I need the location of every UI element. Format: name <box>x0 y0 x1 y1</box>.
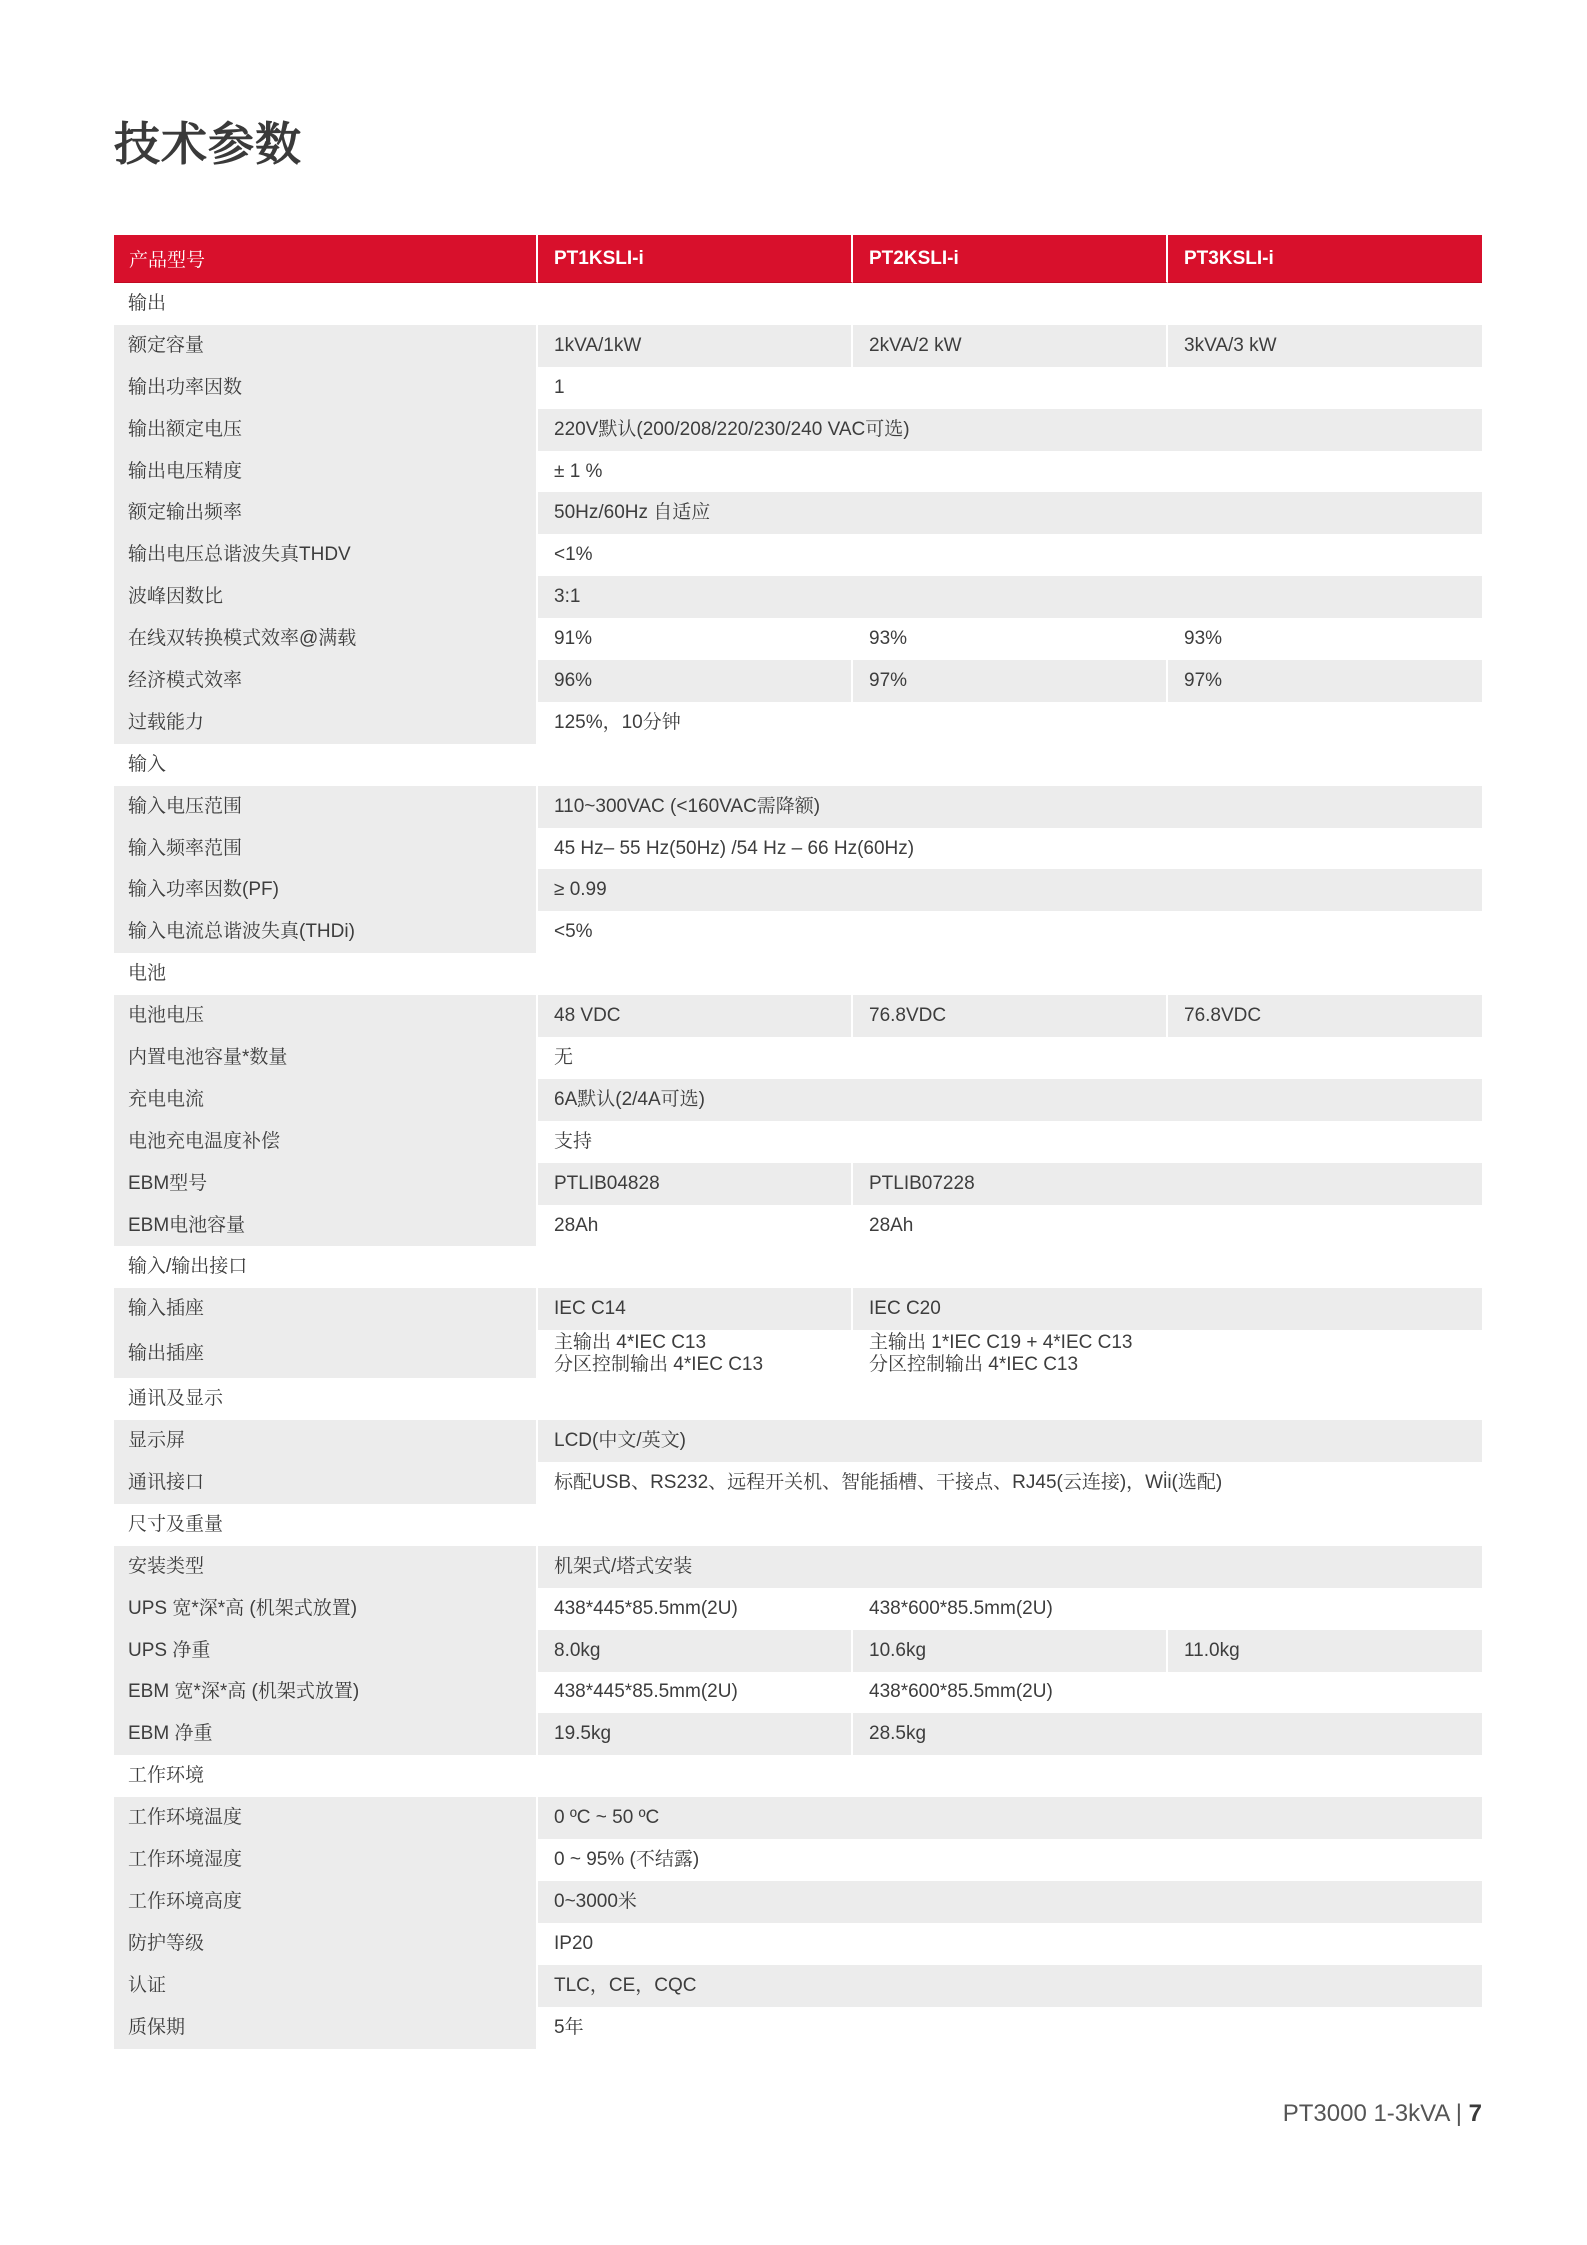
row-label: 输入电压范围 <box>114 786 538 828</box>
row-value: 438*600*85.5mm(2U) <box>853 1588 1482 1630</box>
row-label: 在线双转换模式效率@满载 <box>114 618 538 660</box>
row-label: 输出电压总谐波失真THDV <box>114 534 538 576</box>
row-label: 认证 <box>114 1965 538 2007</box>
row-value: 1kVA/1kW <box>538 325 853 367</box>
row-value: 220V默认(200/208/220/230/240 VAC可选) <box>538 409 1482 451</box>
row-label: 输入电流总谐波失真(THDi) <box>114 911 538 953</box>
row-value <box>538 1330 853 1378</box>
table-row <box>114 2007 1482 2049</box>
row-value: 8.0kg <box>538 1630 853 1672</box>
row-value: 97% <box>853 660 1168 702</box>
section-title: 工作环境 <box>114 1755 1482 1797</box>
row-label: UPS 宽*深*高 (机架式放置) <box>114 1588 538 1630</box>
table-row <box>114 1288 1482 1330</box>
row-label: 输出电压精度 <box>114 451 538 493</box>
section-title: 输入 <box>114 744 1482 786</box>
table-row <box>114 1881 1482 1923</box>
section-row <box>114 744 1482 786</box>
row-value: 1 <box>538 367 1482 409</box>
row-value: IEC C14 <box>538 1288 853 1330</box>
row-value: 97% <box>1168 660 1482 702</box>
section-row <box>114 1504 1482 1546</box>
row-label: UPS 净重 <box>114 1630 538 1672</box>
spec-table <box>114 235 1482 2049</box>
row-value: 无 <box>538 1037 1482 1079</box>
row-label: 输入功率因数(PF) <box>114 869 538 911</box>
page-footer <box>1283 2100 1482 2128</box>
table-header-row <box>114 235 1482 283</box>
row-value: 76.8VDC <box>853 995 1168 1037</box>
row-value: 0~3000米 <box>538 1881 1482 1923</box>
row-value: 6A默认(2/4A可选) <box>538 1079 1482 1121</box>
row-value-line: 分区控制输出 4*IEC C13 <box>554 1354 764 1376</box>
section-title: 输入/输出接口 <box>114 1246 1482 1288</box>
row-value: 96% <box>538 660 853 702</box>
row-value: IP20 <box>538 1923 1482 1965</box>
table-row <box>114 1163 1482 1205</box>
row-label: 输入频率范围 <box>114 828 538 870</box>
table-row <box>114 1965 1482 2007</box>
header-model-3: PT3KSLI-i <box>1168 235 1482 283</box>
row-value-line: 分区控制输出 4*IEC C13 <box>869 1354 1079 1376</box>
table-row <box>114 660 1482 702</box>
table-row <box>114 786 1482 828</box>
row-value: 0 ~ 95% (不结露) <box>538 1839 1482 1881</box>
row-value: 48 VDC <box>538 995 853 1037</box>
table-row <box>114 1462 1482 1504</box>
row-label: 工作环境温度 <box>114 1797 538 1839</box>
table-row <box>114 409 1482 451</box>
row-value: 2kVA/2 kW <box>853 325 1168 367</box>
row-value: 28Ah <box>538 1205 853 1247</box>
row-value: 0 ºC ~ 50 ºC <box>538 1797 1482 1839</box>
table-row <box>114 1839 1482 1881</box>
table-row <box>114 911 1482 953</box>
row-label: EBM 净重 <box>114 1713 538 1755</box>
row-label: 充电电流 <box>114 1079 538 1121</box>
table-row <box>114 1546 1482 1588</box>
row-value: 28Ah <box>853 1205 1482 1247</box>
row-value-line: 主输出 4*IEC C13 <box>554 1332 707 1354</box>
row-label: EBM电池容量 <box>114 1205 538 1247</box>
table-row <box>114 1630 1482 1672</box>
row-label: 工作环境高度 <box>114 1881 538 1923</box>
table-row <box>114 325 1482 367</box>
row-value: <5% <box>538 911 1482 953</box>
footer-separator: | <box>1455 2100 1462 2127</box>
row-value: 76.8VDC <box>1168 995 1482 1037</box>
row-value: 91% <box>538 618 853 660</box>
row-value: 支持 <box>538 1121 1482 1163</box>
row-label: 内置电池容量*数量 <box>114 1037 538 1079</box>
row-value: TLC，CE，CQC <box>538 1965 1482 2007</box>
row-value: 93% <box>1168 618 1482 660</box>
row-value: 11.0kg <box>1168 1630 1482 1672</box>
table-row <box>114 1797 1482 1839</box>
row-value: 3kVA/3 kW <box>1168 325 1482 367</box>
row-label: 电池电压 <box>114 995 538 1037</box>
row-label: 工作环境湿度 <box>114 1839 538 1881</box>
row-value: 机架式/塔式安装 <box>538 1546 1482 1588</box>
row-value: 28.5kg <box>853 1713 1482 1755</box>
row-label: 安装类型 <box>114 1546 538 1588</box>
header-model-2: PT2KSLI-i <box>853 235 1168 283</box>
row-label: 输出额定电压 <box>114 409 538 451</box>
page-title: 技术参数 <box>114 117 302 171</box>
table-row <box>114 1079 1482 1121</box>
row-value: LCD(中文/英文) <box>538 1420 1482 1462</box>
row-value: 125%，10分钟 <box>538 702 1482 744</box>
table-row <box>114 1037 1482 1079</box>
section-row <box>114 1378 1482 1420</box>
footer-product: PT3000 1-3kVA <box>1282 2100 1450 2127</box>
row-value: ± 1 % <box>538 451 1482 493</box>
row-label: 波峰因数比 <box>114 576 538 618</box>
table-row <box>114 869 1482 911</box>
row-value-line: 主输出 1*IEC C19 + 4*IEC C13 <box>869 1332 1133 1354</box>
row-label: 显示屏 <box>114 1420 538 1462</box>
table-row <box>114 828 1482 870</box>
row-value: 10.6kg <box>853 1630 1168 1672</box>
row-label: 输入插座 <box>114 1288 538 1330</box>
table-row <box>114 702 1482 744</box>
row-label: 电池充电温度补偿 <box>114 1121 538 1163</box>
row-value: <1% <box>538 534 1482 576</box>
row-value: 5年 <box>538 2007 1482 2049</box>
table-row <box>114 1923 1482 1965</box>
table-row <box>114 576 1482 618</box>
section-row <box>114 1246 1482 1288</box>
row-label: 额定容量 <box>114 325 538 367</box>
row-value: PTLIB07228 <box>853 1163 1482 1205</box>
row-label: 额定输出频率 <box>114 492 538 534</box>
row-label: EBM 宽*深*高 (机架式放置) <box>114 1672 538 1714</box>
row-value: 110~300VAC (<160VAC需降额) <box>538 786 1482 828</box>
row-label: 输出插座 <box>114 1330 538 1378</box>
row-label: 输出功率因数 <box>114 367 538 409</box>
table-row <box>114 995 1482 1037</box>
table-row <box>114 451 1482 493</box>
row-value: 标配USB、RS232、远程开关机、智能插槽、干接点、RJ45(云连接)，Wi̇i(选配) <box>538 1462 1482 1504</box>
section-title: 电池 <box>114 953 1482 995</box>
table-row <box>114 1672 1482 1714</box>
row-value: 438*600*85.5mm(2U) <box>853 1672 1482 1714</box>
row-value: 438*445*85.5mm(2U) <box>538 1672 853 1714</box>
header-label: 产品型号 <box>114 235 538 283</box>
table-row <box>114 618 1482 660</box>
row-value <box>853 1330 1482 1378</box>
row-label: 通讯接口 <box>114 1462 538 1504</box>
row-value: PTLIB04828 <box>538 1163 853 1205</box>
table-row <box>114 534 1482 576</box>
table-row <box>114 1713 1482 1755</box>
table-row <box>114 367 1482 409</box>
row-label: 防护等级 <box>114 1923 538 1965</box>
page-number: 7 <box>1468 2100 1482 2127</box>
section-title: 尺寸及重量 <box>114 1504 1482 1546</box>
header-model-1: PT1KSLI-i <box>538 235 853 283</box>
row-label: 过载能力 <box>114 702 538 744</box>
table-row <box>114 1420 1482 1462</box>
row-label: EBM型号 <box>114 1163 538 1205</box>
section-row <box>114 283 1482 325</box>
section-row <box>114 953 1482 995</box>
section-title: 输出 <box>114 283 1482 325</box>
row-value: IEC C20 <box>853 1288 1482 1330</box>
table-row <box>114 1205 1482 1247</box>
row-value: 3:1 <box>538 576 1482 618</box>
row-value: 438*445*85.5mm(2U) <box>538 1588 853 1630</box>
row-value: ≥ 0.99 <box>538 869 1482 911</box>
row-label: 经济模式效率 <box>114 660 538 702</box>
table-row <box>114 1121 1482 1163</box>
row-label: 质保期 <box>114 2007 538 2049</box>
row-value: 93% <box>853 618 1168 660</box>
table-row <box>114 1588 1482 1630</box>
section-title: 通讯及显示 <box>114 1378 1482 1420</box>
section-row <box>114 1755 1482 1797</box>
spec-table-body <box>114 283 1482 2049</box>
row-value: 19.5kg <box>538 1713 853 1755</box>
table-row <box>114 492 1482 534</box>
table-row <box>114 1330 1482 1378</box>
row-value: 45 Hz– 55 Hz(50Hz) /54 Hz – 66 Hz(60Hz) <box>538 828 1482 870</box>
row-value: 50Hz/60Hz 自适应 <box>538 492 1482 534</box>
